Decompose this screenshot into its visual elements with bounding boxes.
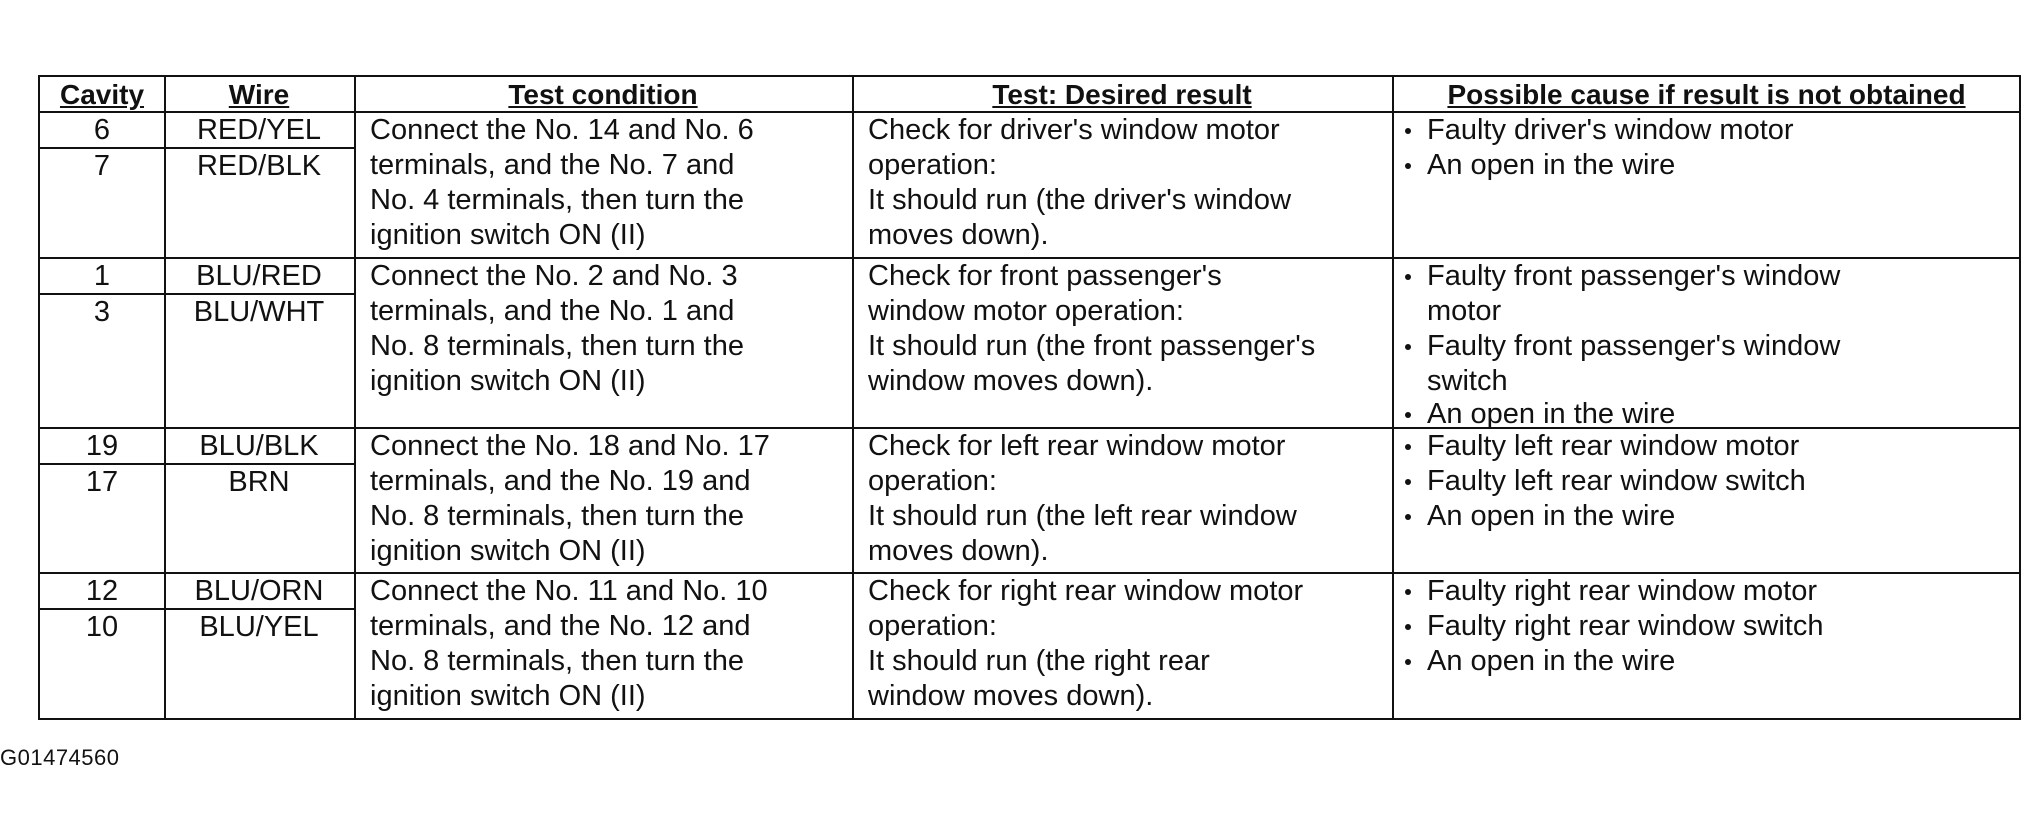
figure-id: G01474560 <box>0 745 120 770</box>
cause-item: Faulty left rear window motor <box>1405 429 1799 464</box>
cause-item: Faulty front passenger's window switch <box>1405 329 1840 399</box>
desired-result-cell: Check for front passenger's window motor operation: It should run (the front passenger's window moves down). <box>868 260 1316 397</box>
column-divider <box>354 77 356 718</box>
wire-cell: RED/YEL <box>196 114 322 146</box>
header-possible-cause: Possible cause if result is not obtained <box>1447 79 1966 110</box>
bullet-icon <box>1405 479 1411 485</box>
cause-item: An open in the wire <box>1405 644 1675 679</box>
test-condition-cell: Connect the No. 11 and No. 10 terminals, and the No. 12 and No. 8 terminals, then turn the ignition switch ON (II) <box>370 575 768 712</box>
cause-item: Faulty driver's window motor <box>1405 113 1794 148</box>
bullet-icon <box>1405 514 1411 520</box>
bullet-icon <box>1405 412 1411 418</box>
header-test-condition: Test condition <box>508 79 698 110</box>
cavity-cell: 1 <box>93 260 111 292</box>
bullet-icon <box>1405 163 1411 169</box>
cause-item: Faulty right rear window switch <box>1405 609 1823 644</box>
test-condition-cell: Connect the No. 2 and No. 3 terminals, and the No. 1 and No. 8 terminals, then turn the ignition switch ON (II) <box>370 260 744 397</box>
cause-item: An open in the wire <box>1405 148 1675 183</box>
cavity-cell: 10 <box>85 611 119 643</box>
bullet-icon <box>1405 659 1411 665</box>
test-condition-cell: Connect the No. 18 and No. 17 terminals, and the No. 19 and No. 8 terminals, then turn the ignition switch ON (II) <box>370 430 770 567</box>
cavity-cell: 17 <box>85 466 119 498</box>
wire-cell: BLU/ORN <box>194 575 324 607</box>
cavity-cell: 12 <box>85 575 119 607</box>
header-cavity: Cavity <box>59 79 145 110</box>
wire-cell: BRN <box>228 466 290 498</box>
cavity-cell: 6 <box>93 114 111 146</box>
cavity-cell: 7 <box>93 150 111 182</box>
cause-item: Faulty left rear window switch <box>1405 464 1806 499</box>
cause-item: An open in the wire <box>1405 499 1675 534</box>
connector-test-table <box>38 75 2021 720</box>
cavity-cell: 3 <box>93 296 111 328</box>
bullet-icon <box>1405 444 1411 450</box>
column-divider <box>852 77 854 718</box>
header-wire: Wire <box>228 79 290 110</box>
bullet-icon <box>1405 128 1411 134</box>
desired-result-cell: Check for left rear window motor operation: It should run (the left rear window moves down). <box>868 430 1297 567</box>
wire-cell: BLU/YEL <box>199 611 319 643</box>
cause-item: An open in the wire <box>1405 397 1675 432</box>
test-condition-cell: Connect the No. 14 and No. 6 terminals, and the No. 7 and No. 4 terminals, then turn the ignition switch ON (II) <box>370 114 754 251</box>
cause-item: Faulty right rear window motor <box>1405 574 1817 609</box>
wire-cell: RED/BLK <box>196 150 322 182</box>
desired-result-cell: Check for driver's window motor operation: It should run (the driver's window moves down). <box>868 114 1292 251</box>
wire-cell: BLU/BLK <box>199 430 319 462</box>
bullet-icon <box>1405 274 1411 280</box>
wire-cell: BLU/WHT <box>193 296 325 328</box>
bullet-icon <box>1405 589 1411 595</box>
header-desired-result: Test: Desired result <box>992 79 1252 110</box>
column-divider <box>1392 77 1394 718</box>
cause-item: Faulty front passenger's window motor <box>1405 259 1840 329</box>
bullet-icon <box>1405 344 1411 350</box>
cavity-cell: 19 <box>85 430 119 462</box>
wire-cell: BLU/RED <box>196 260 322 292</box>
bullet-icon <box>1405 624 1411 630</box>
desired-result-cell: Check for right rear window motor operation: It should run (the right rear window moves down). <box>868 575 1304 712</box>
